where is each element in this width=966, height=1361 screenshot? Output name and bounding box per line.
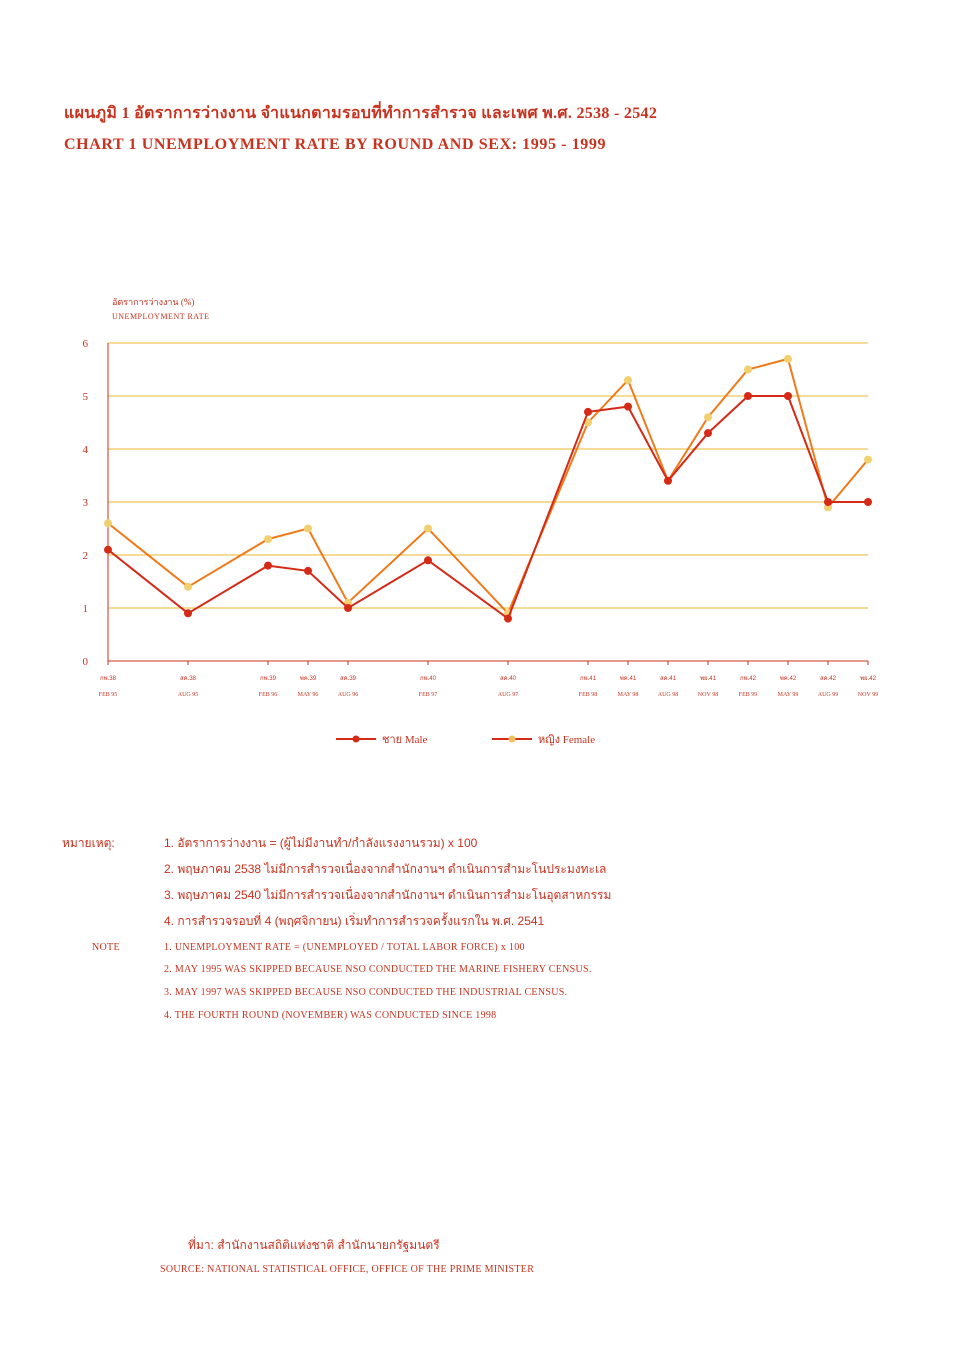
data-point-female: [424, 525, 432, 533]
x-tick-label-thai: กพ.38: [100, 676, 116, 682]
note-thai-1: 1. อัตราการว่างงาน = (ผู้ไม่มีงานทำ/กำลังแรงงานรวม) x 100: [164, 836, 478, 850]
x-tick-label-thai: พย.41: [700, 676, 716, 682]
x-tick-label-thai: กพ.40: [420, 676, 436, 682]
x-tick-label-thai: พย.42: [860, 676, 876, 682]
data-point-male: [304, 567, 312, 575]
source-thai: ที่มา: สำนักงานสถิติแห่งชาติ สำนักนายกรัฐมนตรี: [188, 1238, 440, 1252]
chart-title-english: CHART 1 UNEMPLOYMENT RATE BY ROUND AND SEX: 1995 - 1999: [64, 136, 607, 153]
data-point-male: [424, 556, 432, 564]
data-point-male: [504, 615, 512, 623]
x-tick-label-thai: สค.38: [179, 676, 197, 682]
data-point-female: [104, 519, 112, 527]
data-point-male: [704, 429, 712, 437]
data-point-female: [784, 355, 792, 363]
tick-labels: [83, 338, 879, 698]
x-tick-label: AUG 95: [177, 692, 199, 698]
y-tick-label: 0: [82, 656, 88, 668]
x-tick-label-thai: พค.42: [779, 676, 797, 682]
y-axis-label-english: UNEMPLOYMENT RATE: [112, 312, 210, 321]
x-tick-label: AUG 97: [497, 692, 519, 698]
x-tick-label-thai: พค.41: [619, 676, 637, 682]
y-axis-label-thai: อัตราการว่างงาน (%): [112, 297, 195, 307]
legend-label-female: หญิง Female: [538, 734, 596, 746]
data-point-male: [104, 546, 112, 554]
y-tick-label: 2: [82, 550, 88, 562]
data-point-male: [864, 498, 872, 506]
note-thai-3: 3. พฤษภาคม 2540 ไม่มีการสำรวจเนื่องจากสำนักงานฯ ดำเนินการสำมะโนอุตสาหกรรม: [164, 888, 612, 902]
x-tick-label: AUG 99: [817, 692, 839, 698]
x-tick-label-thai: สค.41: [659, 676, 677, 682]
x-tick-label-thai: กพ.39: [260, 676, 276, 682]
x-tick-label-thai: สค.40: [499, 676, 517, 682]
x-tick-label: FEB 97: [418, 692, 438, 698]
data-point-male: [664, 477, 672, 485]
data-point-female: [864, 456, 872, 464]
note-english-4: 4. THE FOURTH ROUND (NOVEMBER) WAS CONDUCTED SINCE 1998: [164, 1010, 497, 1021]
data-point-male: [184, 609, 192, 617]
x-tick-label: FEB 95: [98, 692, 118, 698]
data-point-male: [624, 403, 632, 411]
x-tick-label: AUG 96: [337, 692, 359, 698]
note-english-2: 2. MAY 1995 WAS SKIPPED BECAUSE NSO CONDUCTED THE MARINE FISHERY CENSUS.: [164, 964, 592, 975]
y-tick-label: 6: [82, 338, 88, 350]
legend-label-male: ชาย Male: [382, 734, 428, 746]
data-point-female: [264, 535, 272, 543]
data-point-female: [184, 583, 192, 591]
data-point-female: [704, 413, 712, 421]
note-english-1: 1. UNEMPLOYMENT RATE = (UNEMPLOYED / TOTAL LABOR FORCE) x 100: [164, 942, 525, 953]
x-tick-label-thai: พค.39: [299, 676, 317, 682]
data-point-female: [744, 366, 752, 374]
y-tick-label: 4: [82, 444, 88, 456]
x-tick-label: NOV 98: [697, 692, 719, 698]
data-point-male: [824, 498, 832, 506]
series-line-female: [108, 359, 868, 613]
source-english: SOURCE: NATIONAL STATISTICAL OFFICE, OFFICE OF THE PRIME MINISTER: [160, 1264, 535, 1275]
y-tick-label: 1: [82, 603, 88, 615]
data-point-male: [584, 408, 592, 416]
note-thai-2: 2. พฤษภาคม 2538 ไม่มีการสำรวจเนื่องจากสำนักงานฯ ดำเนินการสำมะโนประมงทะเล: [164, 862, 607, 876]
axes: [108, 343, 868, 665]
data-point-female: [304, 525, 312, 533]
notes-label-thai: หมายเหตุ:: [62, 836, 115, 850]
notes-label-english: NOTE: [92, 942, 120, 953]
legend-male-swatch: [336, 734, 376, 744]
x-tick-label-thai: สค.42: [819, 676, 837, 682]
y-tick-label: 3: [82, 497, 88, 509]
data-point-male: [744, 392, 752, 400]
x-tick-label: AUG 98: [657, 692, 679, 698]
note-english-3: 3. MAY 1997 WAS SKIPPED BECAUSE NSO CONDUCTED THE INDUSTRIAL CENSUS.: [164, 987, 568, 998]
x-tick-label: MAY 99: [777, 692, 799, 698]
y-tick-label: 5: [82, 391, 88, 403]
note-thai-4: 4. การสำรวจรอบที่ 4 (พฤศจิกายน) เริ่มทำการสำรวจครั้งแรกใน พ.ศ. 2541: [164, 914, 545, 928]
x-tick-label: MAY 96: [297, 692, 319, 698]
legend-female-swatch: [492, 734, 532, 744]
data-point-male: [784, 392, 792, 400]
x-tick-label-thai: กพ.41: [580, 676, 596, 682]
x-tick-label: FEB 96: [258, 692, 278, 698]
x-tick-label: FEB 98: [578, 692, 598, 698]
data-point-female: [624, 376, 632, 384]
legend-item-female: [492, 730, 595, 748]
gridlines: [108, 343, 868, 608]
x-tick-label: MAY 98: [617, 692, 639, 698]
chart-title-thai: แผนภูมิ 1 อัตราการว่างงาน จำแนกตามรอบที่ทำการสำรวจ และเพศ พ.ศ. 2538 - 2542: [64, 105, 658, 122]
series-line-male: [108, 396, 868, 619]
x-tick-label: NOV 99: [857, 692, 879, 698]
series: [104, 355, 872, 623]
data-point-male: [264, 562, 272, 570]
x-tick-label-thai: กพ.42: [740, 676, 756, 682]
data-point-male: [344, 604, 352, 612]
x-tick-label: FEB 99: [738, 692, 758, 698]
x-tick-label-thai: สค.39: [339, 676, 357, 682]
legend-item-male: [336, 730, 427, 748]
